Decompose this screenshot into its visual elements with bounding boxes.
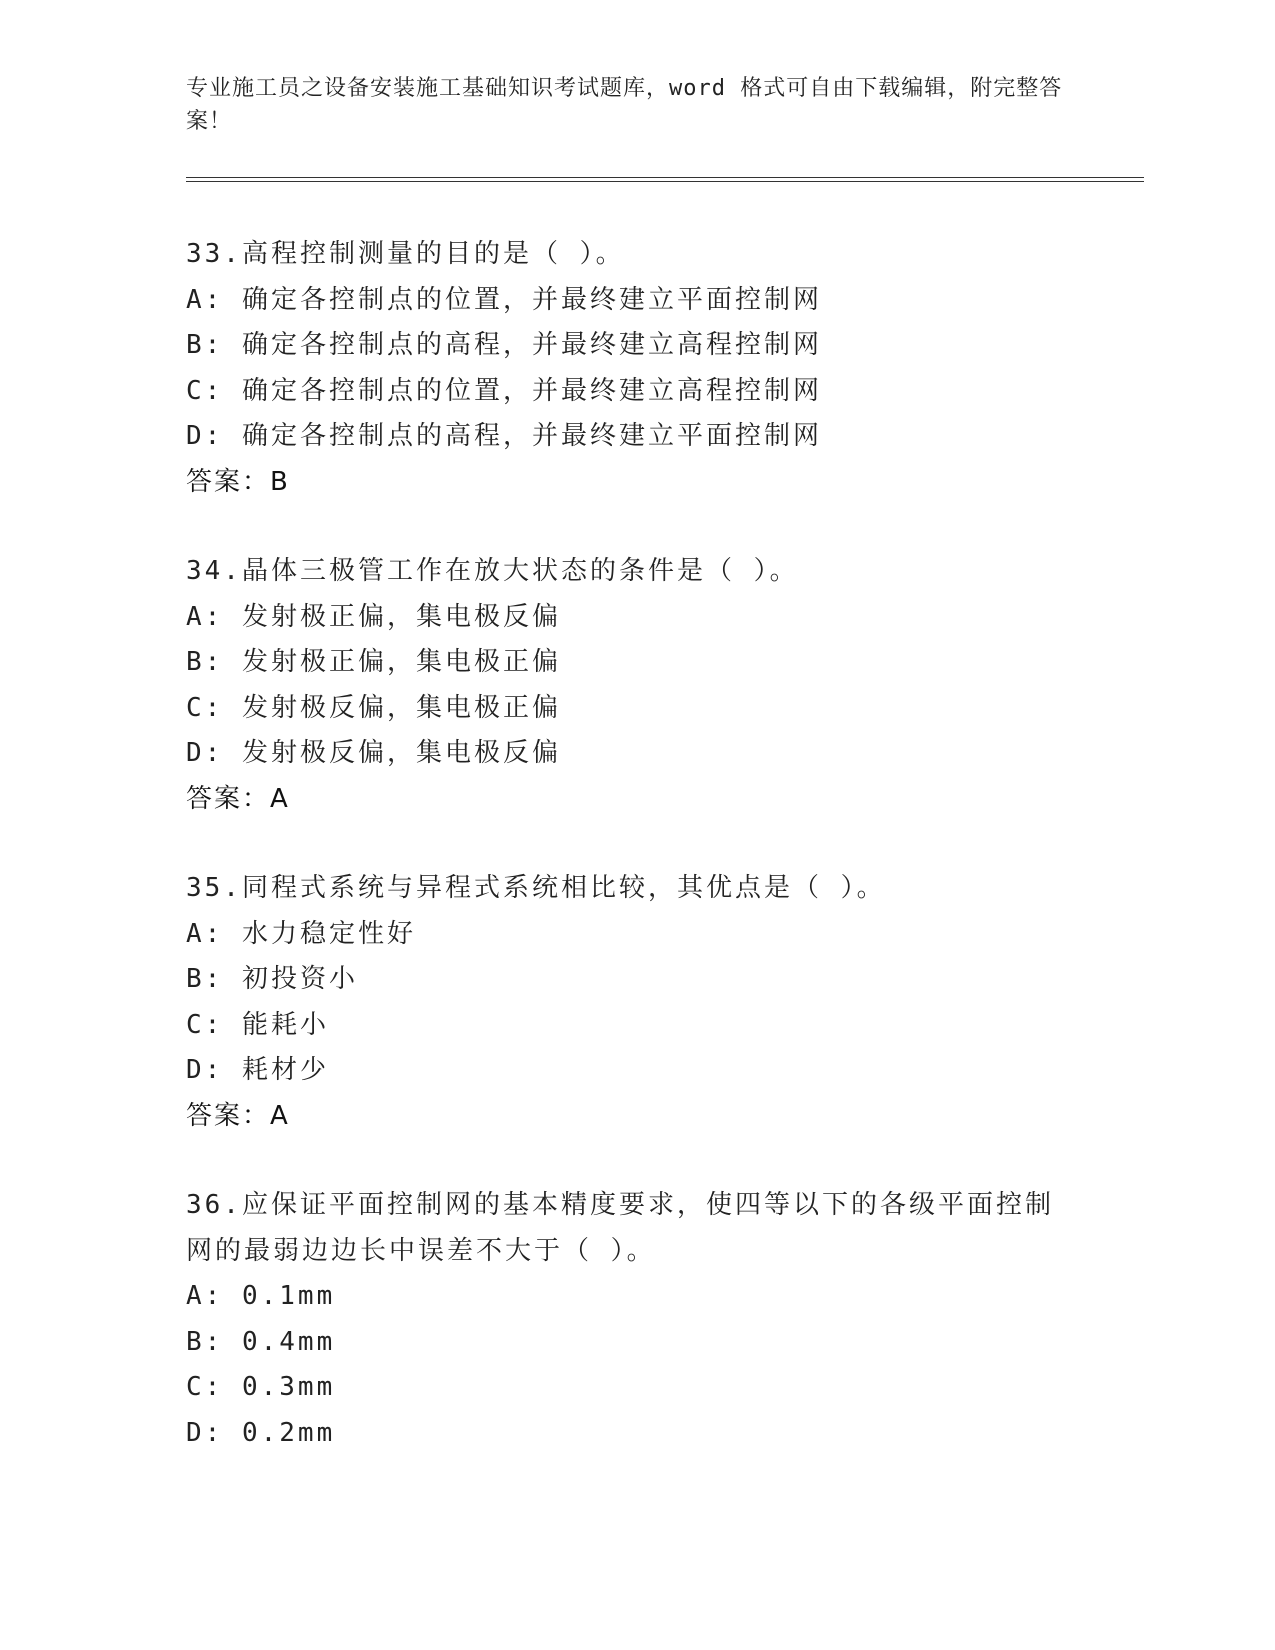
answer: 答案：A (186, 1100, 290, 1131)
option-a: A: 确定各控制点的位置，并最终建立平面控制网 (186, 284, 822, 315)
option-b: B: 确定各控制点的高程，并最终建立高程控制网 (186, 330, 822, 360)
option-c: C: 发射极反偏，集电极正偏 (186, 692, 561, 723)
option-d: D: 0.2mm (186, 1417, 336, 1448)
question-35 (186, 866, 1086, 1139)
answer: 答案：B (186, 466, 290, 497)
option-c: C: 确定各控制点的位置，并最终建立高程控制网 (186, 375, 822, 406)
option-b: B: 发射极正偏，集电极正偏 (186, 647, 561, 677)
header-divider-top (186, 177, 1144, 178)
question-stem: 35.同程式系统与异程式系统相比较，其优点是（ ）。 (186, 873, 886, 903)
option-a: A: 水力稳定性好 (186, 918, 416, 949)
option-d: D: 确定各控制点的高程，并最终建立平面控制网 (186, 421, 822, 451)
option-b: B: 初投资小 (186, 964, 358, 994)
option-b: B: 0.4mm (186, 1326, 336, 1357)
option-d: D: 发射极反偏，集电极反偏 (186, 738, 561, 768)
answer: 答案：A (186, 783, 290, 814)
question-list (186, 232, 1086, 1500)
question-stem: 34.晶体三极管工作在放大状态的条件是（ ）。 (186, 556, 799, 586)
question-stem: 36.应保证平面控制网的基本精度要求，使四等以下的各级平面控制网的最弱边边长中误差不大于（ ）。 (186, 1190, 1054, 1266)
question-34 (186, 549, 1086, 822)
option-a: A: 0.1mm (186, 1281, 336, 1311)
question-stem: 33.高程控制测量的目的是（ ）。 (186, 239, 625, 269)
option-c: C: 能耗小 (186, 1009, 329, 1040)
option-c: C: 0.3mm (186, 1372, 336, 1402)
option-d: D: 耗材少 (186, 1055, 329, 1085)
document-header: 专业施工员之设备安装施工基础知识考试题库，word 格式可自由下载编辑，附完整答案！ (186, 76, 1063, 134)
header-divider-bottom (186, 181, 1144, 182)
question-36 (186, 1183, 1086, 1456)
option-a: A: 发射极正偏，集电极反偏 (186, 601, 561, 632)
question-33 (186, 232, 1086, 505)
